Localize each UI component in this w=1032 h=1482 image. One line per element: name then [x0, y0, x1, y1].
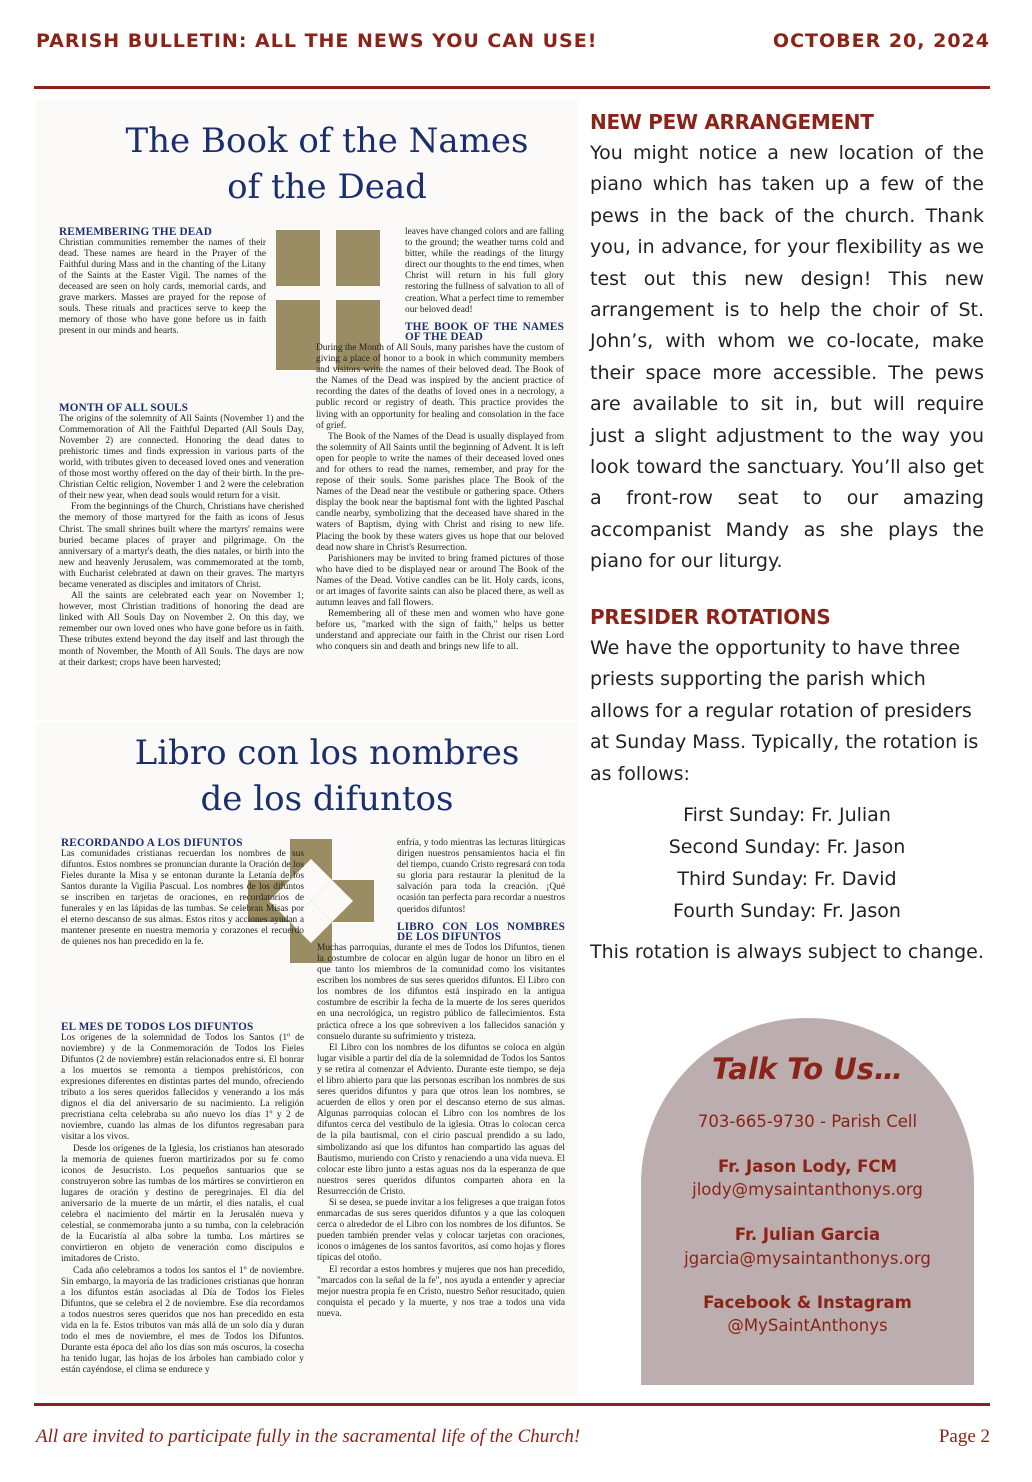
pew-body: You might notice a new location of the piano which has taken up a few of the pews in the back of the church. Thank you, in advance, for your flexibility as we test out this new design! This new arrangement is to help the choir of St. John’s, with whom we co-locate, make their space more accessible. The pews are available to sit in, but will require just a slight adjustment to the way you look toward the sanctuary. You’ll also get a front-row seat to our amazing accompanist Mandy as she plays the piano for our liturgy.: [590, 142, 984, 573]
header-rule: [34, 86, 990, 89]
contact-social-label: Facebook & Instagram: [703, 1293, 912, 1312]
insert-es-para-9: El recordar a estos hombres y mujeres que nos han precedido, "marcados con la señal de la fe", nos ayuda a entender y apreciar mejor nuestra propia fe en Cristo, nuestro Señor resucitado, quien conquista el pecado y la muerte, y nos trae a todos una vida nueva.: [317, 1264, 565, 1319]
footer-tagline: All are invited to participate fully in the sacramental life of the Church!: [36, 1426, 581, 1447]
insert-spanish: [36, 722, 578, 1396]
insert-en-para-9: Remembering all of these men and women who have gone before us, "marked with the sign of faith," helps us better understand and appreciate our faith in the Christ our risen Lord who conquers sin and death and brings new life to all.: [316, 609, 564, 653]
insert-en-heading-1: REMEMBERING THE DEAD: [59, 227, 212, 238]
insert-es-para-8: Si se desea, se puede invitar a los feligreses a que traigan fotos enmarcadas de sus seres queridos difuntos y a que las coloquen cerca o alrededor de el Libro con los nombres de los difuntos. Se pueden también prender velas y colocar tarjetas con oraciones, iconos o imágenes de los santos favoritos, así como hojas y flores típicas del otoño.: [317, 1198, 565, 1264]
insert-en-col-left: [59, 227, 266, 397]
insert-es-para-1: Las comunidades cristianas recuerdan los nombres de sus difuntos. Estos nombres se pronuncian durante la Oración de los Fieles durante la Misa y se entonan durante la Letanía de los Santos durante la Vigilia Pascual. Los nombres de los difuntos se inscriben en tarjetas de oraciones, en recordatorios de funerales y en las lápidas de las tumbas. Se celebran Misas por el eterno descanso de sus almas. Estos ritos y acciones ayudan a mantener presente en nuestra memoria y corazones el recuerdo de quienes nos han precedido en la fe.: [61, 848, 304, 948]
insert-es-title-line2: de los difuntos: [200, 779, 454, 819]
insert-en-title-line2: of the Dead: [227, 167, 427, 207]
contact-name-2: Fr. Julian Garcia: [734, 1225, 881, 1244]
insert-en-para-3: From the beginnings of the Church, Christians have cherished the memory of those martyred for the faith as icons of Jesus Christ. The small shrines built where the martyrs' remains were buried became places of prayer and pilgrimage. On the anniversary of a martyr's death, the dies natales, or birth into the new and heavenly Jerusalem, was commemorated at the tomb, with Eucharist celebrated at dawn on their graves. The martyrs became venerated as disciples and imitators of Christ.: [59, 502, 304, 590]
rotation-list: [590, 799, 984, 927]
contact-email-2[interactable]: jgarcia@mysaintanthonys.org: [684, 1249, 931, 1268]
contact-email-1[interactable]: jlody@mysaintanthonys.org: [692, 1180, 923, 1199]
insert-en-title: [76, 118, 578, 210]
insert-en-para-4: All the saints are celebrated each year on November 1; however, most Christian traditions of honoring the dead are linked with All Souls Day on November 2. On this day, we remember our own loved ones who have gone before us in faith. These tributes extend beyond the day itself and last through the month of November, the Month of All Souls. The days are now at their darkest; crops have been harvested;: [59, 591, 304, 668]
insert-es-col-left: [61, 838, 304, 1018]
rotation-item: First Sunday: Fr. Julian: [683, 804, 891, 826]
contact-card: [641, 1018, 974, 1385]
contact-social-handle[interactable]: @MySaintAnthonys: [727, 1316, 888, 1335]
contact-phone[interactable]: 703-665-9730 - Parish Cell: [697, 1112, 918, 1131]
insert-es-title-line1: Libro con los nombres: [134, 733, 520, 773]
insert-es-title: [76, 730, 578, 822]
footer-rule: [34, 1403, 990, 1406]
insert-en-para-6: During the Month of All Souls, many parishes have the custom of giving a place of honor to a book in which community members and visitors write the names of their beloved dead. The Book of the Names of the Dead was inspired by the ancient practice of recording the dates of the deaths of loved ones in a necrology, a public record or registry of death. This practice provides the living with an opportunity for healing and consolation in the face of grief.: [316, 342, 564, 431]
bulletin-title: PARISH BULLETIN: ALL THE NEWS YOU CAN USE!: [36, 30, 598, 52]
bulletin-date: OCTOBER 20, 2024: [772, 30, 990, 52]
insert-en-heading-2: MONTH OF ALL SOULS: [59, 403, 189, 414]
insert-es-para-4: Cada año celebramos a todos los santos el 1º de noviembre. Sin embargo, la mayoría de las tradiciones cristianas que honran a los difuntos están asociadas al Día de Todos los Fieles Difuntos, que se celebra el 2 de noviembre. Ese día recordamos a todos nuestros seres queridos que nos han precedido en esta vida en la fe. Estos tributos van más allá de un solo día y duran todo el mes de noviembre, el mes de Todos los Difuntos. Durante esta época del año los días son más oscuros, la cosecha ha tenido lugar, las hojas de los árboles han cambiado color y están cayéndose, el clima se endurece y: [61, 1265, 304, 1376]
insert-es-heading-3: LIBRO CON LOS NOMBRES DE LOS DIFUNTOS: [397, 920, 565, 944]
rotation-note: This rotation is always subject to change.: [590, 941, 984, 963]
insert-en-para-7: The Book of the Names of the Dead is usually displayed from the solemnity of All Saints until the beginning of Advent. It is left open for people to write the names of their deceased loved ones and for others to read the names, remember, and pray for the repose of their souls. Some parishes place The Book of the Names of the Dead near the vestibule or gathering space. Others display the book near the baptismal font with the lighted Paschal candle nearby, symbolizing that the deceased have shared in the waters of Baptism, dying with Christ and rising to new life. Placing the book by these waters gives us hope that our beloved dead now share in Christ's Resurrection.: [316, 431, 564, 553]
presider-heading: PRESIDER ROTATIONS: [590, 605, 831, 629]
insert-en-para-1: Christian communities remember the names of their dead. These names are heard in the Prayer of the Faithful during Mass and in the chanting of the Litany of the Saints at the Easter Vigil. The names of the deceased are seen on holy cards, memorial cards, and grave markers. Masses are prayed for the repose of souls. These rituals and practices serve to keep the memory of those who have gone before us in faith present in our minds and hearts.: [59, 237, 266, 337]
insert-es-para-5: enfría, y todo mientras las lecturas litúrgicas dirigen nuestros pensamientos hacia el fin del tiempo, cuando Cristo regresará con toda su gloria para restaurar la plenitud de la salvación para toda la creación. ¡Qué ocasión tan perfecta para recordar a nuestros queridos difuntos!: [397, 838, 565, 915]
insert-es-heading-2: EL MES DE TODOS LOS DIFUNTOS: [61, 1022, 254, 1033]
bulletin-header: [36, 30, 990, 52]
insert-es-para-2: Los orígenes de la solemnidad de Todos los Santos (1º de noviembre) y de la Conmemoración de Todos los Fieles Difuntos (2 de noviembre) están relacionados entre sí. El honrar a los muertos se remonta a tiempos prehistóricos, con expresiones diferentes en distintas partes del mundo, ofreciendo tributo a los seres queridos fallecidos y venerando a los más dignos el día del aniversario de su nacimiento. La religión precristiana celta celebraba su año nuevo los días 1º y 2 de noviembre, cuando las almas de los difuntos regresaban para visitar a los vivos.: [61, 1032, 304, 1143]
insert-es-para-3: Desde los orígenes de la Iglesia, los cristianos han atesorado la memoria de quienes fueron martirizados por su fe como iconos de Jesucristo. Los pequeños santuarios que se construyeron sobre las tumbas de los mártires se convirtieron en lugares de oración y destino de peregrinajes. El día del aniversario de la muerte de un mártir, el dies natalis, el cual celebra el nacimiento del mártir en la Jerusalén nueva y celestial, se conmemoraba junto a su tumba, con la celebración de la Eucaristía al alba sobre la tumba. Los mártires se convirtieron en objeto de veneración como discípulos e imitadores de Cristo.: [61, 1143, 304, 1265]
contact-title: Talk To Us…: [711, 1052, 904, 1086]
insert-es-heading-1: RECORDANDO A LOS DIFUNTOS: [61, 838, 243, 849]
insert-english: [36, 100, 578, 720]
insert-es-para-6: Muchas parroquias, durante el mes de Todos los Difuntos, tienen la costumbre de colocar en algún lugar de honor un libro en el que tanto los miembros de la comunidad como los visitantes escriben los nombres de sus seres queridos difuntos. El Libro con los nombres de los difuntos está inspirado en la antigua costumbre de escribir la fecha de la muerte de los seres queridos en una necrológica, un registro público de fallecimientos. Esta práctica ofrece a los que sobreviven a los fallecidos sanación y consuelo durante su sufrimiento y tristeza.: [317, 942, 565, 1042]
contact-name-1: Fr. Jason Lody, FCM: [718, 1157, 897, 1176]
insert-en-para-8: Parishioners may be invited to bring framed pictures of those who have died to be displayed near or around The Book of the Names of the Dead. Votive candles can be lit. Holy cards, icons, or art images of favorite saints can also be placed there, as well as autumn leaves and fall flowers.: [316, 553, 564, 609]
rotation-item: Second Sunday: Fr. Jason: [668, 836, 906, 858]
insert-en-para-2: The origins of the solemnity of All Saints (November 1) and the Commemoration of All the Faithful Departed (All Souls Day, November 2) are connected. Honoring the dead dates to prehistoric times and finds expression in various parts of the world, with tributes given to deceased loved ones and veneration of those most worthy offered on the day of their birth. In the pre-Christian Celtic religion, November 1 and 2 were the celebration of their new year, when dead souls would return for a visit.: [59, 413, 304, 502]
insert-en-col-right: [316, 227, 564, 709]
insert-en-col-main: [59, 403, 304, 709]
insert-en-heading-3: THE BOOK OF THE NAMES OF THE DEAD: [405, 320, 564, 344]
insert-es-col-right: [317, 838, 565, 1378]
page-number: Page 2: [938, 1426, 990, 1447]
pew-heading: NEW PEW ARRANGEMENT: [590, 110, 874, 134]
presider-body: We have the opportunity to have three priests supporting the parish which allows for a regular rotation of presiders at Sunday Mass. Typically, the rotation is as follows:: [590, 637, 979, 785]
rotation-item: Fourth Sunday: Fr. Jason: [673, 900, 901, 922]
insert-es-para-7: El Libro con los nombres de los difuntos se coloca en algún lugar visible a partir del día de la solemnidad de Todos los Santos y se retira al comenzar el Adviento. Durante este tiempo, se deja el libro abierto para que las personas escriban los nombres de sus seres queridos difuntos y para que otros lean los nombres, se acuerden de ellos y oren por el descanso eterno de sus almas. Algunas parroquias colocan el Libro con los nombres de los difuntos cerca del vestíbulo de la iglesia. Otras lo colocan cerca de la pila bautismal, con el cirio pascual prendido a su lado, simbolizando así que los difuntos han compartido las aguas del Bautismo, muriendo con Cristo y renaciendo a una vida nueva. El colocar este libro junto a estas aguas nos da la esperanza de que nuestros seres queridos difuntos comparten ahora en la Resurrección de Cristo.: [317, 1042, 565, 1197]
rotation-item: Third Sunday: Fr. David: [677, 868, 897, 890]
insert-en-para-5: leaves have changed colors and are falling to the ground; the weather turns cold and bitter, while the readings of the liturgy direct our thoughts to the end times, when Christ will return in his full glory restoring the fullness of salvation to all of creation. What a perfect time to remember our beloved dead!: [405, 227, 564, 315]
insert-es-col-main: [61, 1022, 304, 1377]
insert-en-title-line1: The Book of the Names: [125, 121, 529, 161]
